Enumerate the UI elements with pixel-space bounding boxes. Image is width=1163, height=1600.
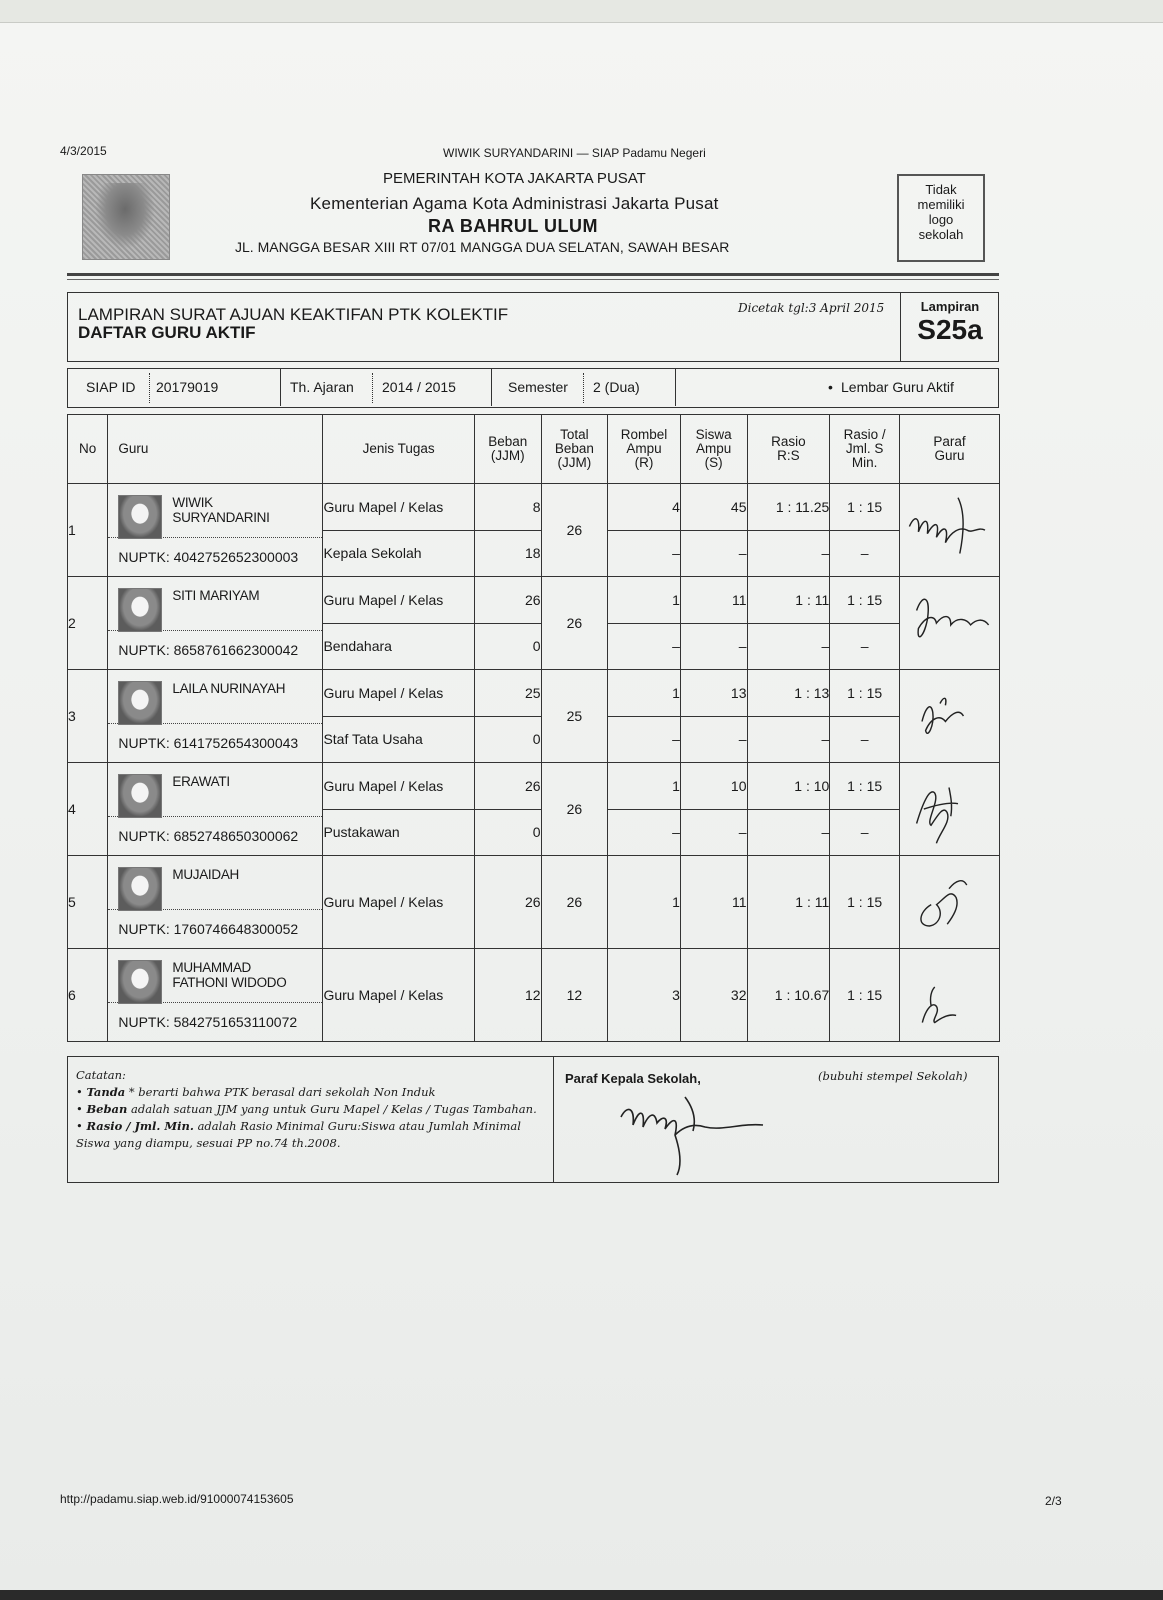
task-beban: 26	[474, 577, 541, 624]
teacher-photo	[118, 867, 162, 911]
rasio-rs: –	[747, 716, 830, 763]
siswa-ampu: –	[680, 530, 747, 577]
col-siswa: Siswa Ampu (S)	[680, 415, 747, 484]
signature-cell	[899, 670, 999, 763]
task-beban: 0	[474, 809, 541, 856]
rombel-ampu: –	[608, 716, 681, 763]
row-number: 4	[68, 763, 108, 856]
no-logo-box	[897, 174, 985, 262]
teacher-name: SITI MARIYAM	[172, 587, 260, 603]
siswa-ampu: 45	[680, 484, 747, 531]
header-rule-thin	[67, 279, 999, 280]
no-logo-text: Tidak	[925, 182, 957, 197]
teacher-cell	[108, 856, 323, 949]
table-row	[68, 577, 1000, 624]
semester-value: 2 (Dua)	[593, 379, 640, 395]
teacher-table	[67, 414, 1000, 1042]
signature-cell	[899, 763, 999, 856]
total-beban: 26	[541, 763, 608, 856]
task-beban: 26	[474, 763, 541, 810]
school-address: JL. MANGGA BESAR XIII RT 07/01 MANGGA DUA SELATAN, SAWAH BESAR	[235, 239, 730, 255]
row-number: 1	[68, 484, 108, 577]
siap-id-label: SIAP ID	[86, 379, 136, 395]
task-beban: 0	[474, 623, 541, 670]
footer-divider	[553, 1057, 554, 1182]
teacher-nuptk: NUPTK: 6852748650300062	[108, 816, 322, 855]
teacher-name: MUJAIDAH	[172, 866, 239, 882]
rasio-min: 1 : 15	[830, 856, 900, 949]
rasio-rs: –	[747, 623, 830, 670]
rasio-min: 1 : 15	[830, 484, 900, 531]
note-item: • Beban adalah satuan JJM yang untuk Guru Mapel / Kelas / Tugas Tambahan.	[76, 1102, 537, 1116]
stamp-note: (bubuhi stempel Sekolah)	[818, 1069, 968, 1083]
rasio-min: 1 : 15	[830, 670, 900, 717]
total-beban: 26	[541, 484, 608, 577]
rasio-rs: 1 : 11	[747, 856, 830, 949]
attachment-code: S25a	[917, 314, 983, 345]
school-name: RA BAHRUL ULUM	[428, 216, 598, 236]
task-beban: 12	[474, 949, 541, 1042]
task-beban: 0	[474, 716, 541, 763]
task-name: Pustakawan	[323, 809, 474, 856]
siswa-ampu: 32	[680, 949, 747, 1042]
task-name: Guru Mapel / Kelas	[323, 856, 474, 949]
teacher-cell	[108, 670, 323, 763]
task-name: Guru Mapel / Kelas	[323, 949, 474, 1042]
siswa-ampu: 13	[680, 670, 747, 717]
col-rombel: Rombel Ampu (R)	[608, 415, 681, 484]
bullet-icon: •	[828, 379, 833, 395]
table-row	[68, 949, 1000, 1042]
teacher-cell	[108, 577, 323, 670]
col-rasio: Rasio R:S	[747, 415, 830, 484]
rasio-rs: –	[747, 809, 830, 856]
signature-cell	[899, 577, 999, 670]
government-name: PEMERINTAH KOTA JAKARTA PUSAT	[383, 170, 646, 187]
year-value: 2014 / 2015	[382, 379, 456, 395]
notes	[76, 1067, 546, 1152]
no-logo-text: memiliki	[917, 197, 965, 212]
task-beban: 26	[474, 856, 541, 949]
paper-bottom-edge	[0, 1590, 1163, 1600]
rombel-ampu: 4	[608, 484, 681, 531]
table-header-row	[68, 415, 1000, 484]
col-paraf: Paraf Guru	[899, 415, 999, 484]
document-title: LAMPIRAN SURAT AJUAN KEAKTIFAN PTK KOLEKTIF	[78, 305, 509, 324]
row-number: 5	[68, 856, 108, 949]
col-jenis-tugas: Jenis Tugas	[323, 415, 474, 484]
task-beban: 25	[474, 670, 541, 717]
teacher-signature-icon	[904, 769, 994, 851]
teacher-photo	[118, 495, 162, 539]
total-beban: 26	[541, 856, 608, 949]
rasio-rs: 1 : 10.67	[747, 949, 830, 1042]
rasio-min: 1 : 15	[830, 949, 900, 1042]
siswa-ampu: 11	[680, 856, 747, 949]
rasio-min: –	[830, 716, 900, 763]
rasio-min: –	[830, 530, 900, 577]
rasio-rs: –	[747, 530, 830, 577]
teacher-nuptk: NUPTK: 4042752652300003	[108, 537, 322, 576]
teacher-name-block	[172, 774, 229, 789]
teacher-cell	[108, 763, 323, 856]
task-name: Guru Mapel / Kelas	[323, 670, 474, 717]
siswa-ampu: –	[680, 623, 747, 670]
printed-date: Dicetak tgl:3 April 2015	[738, 301, 885, 315]
teacher-signature-icon	[904, 490, 994, 572]
teacher-signature-icon	[904, 583, 994, 665]
teacher-nuptk: NUPTK: 6141752654300043	[108, 723, 322, 762]
teacher-signature-icon	[904, 862, 994, 942]
page-heading: WIWIK SURYANDARINI — SIAP Padamu Negeri	[443, 146, 706, 160]
source-url: http://padamu.siap.web.id/91000074153605	[60, 1492, 294, 1506]
teacher-photo	[118, 960, 162, 1004]
rombel-ampu: –	[608, 623, 681, 670]
footer-box	[67, 1056, 999, 1183]
paper-top-edge	[0, 0, 1163, 23]
rasio-min: 1 : 15	[830, 577, 900, 624]
rasio-rs: 1 : 11.25	[747, 484, 830, 531]
teacher-name: LAILA NURINAYAH	[172, 680, 286, 696]
teacher-name: SURYANDARINI	[172, 509, 270, 525]
teacher-name-block	[172, 867, 239, 882]
teacher-signature-icon	[904, 676, 994, 758]
siswa-ampu: –	[680, 716, 747, 763]
table-row	[68, 763, 1000, 810]
teacher-photo	[118, 774, 162, 818]
teacher-name: FATHONI WIDODO	[172, 974, 287, 990]
signature-cell	[899, 856, 999, 949]
siap-id-value: 20179019	[156, 379, 219, 395]
task-name: Bendahara	[323, 623, 474, 670]
attachment-label: Lampiran	[920, 299, 980, 314]
teacher-signature-icon	[904, 955, 994, 1035]
rasio-rs: 1 : 13	[747, 670, 830, 717]
teacher-name-block	[172, 495, 269, 525]
rombel-ampu: 1	[608, 763, 681, 810]
rasio-min: –	[830, 623, 900, 670]
page-number: 2/3	[1045, 1494, 1062, 1508]
task-beban: 18	[474, 530, 541, 577]
teacher-nuptk: NUPTK: 1760746648300052	[108, 909, 322, 948]
principal-signature-icon	[613, 1087, 773, 1179]
teacher-photo	[118, 681, 162, 725]
principal-signature-label: Paraf Kepala Sekolah,	[565, 1071, 701, 1086]
total-beban: 12	[541, 949, 608, 1042]
task-name: Staf Tata Usaha	[323, 716, 474, 763]
notes-title: Catatan:	[76, 1068, 126, 1082]
rombel-ampu: 1	[608, 577, 681, 624]
teacher-nuptk: NUPTK: 5842751653110072	[108, 1002, 322, 1041]
title-box	[67, 292, 999, 362]
task-name: Guru Mapel / Kelas	[323, 577, 474, 624]
rasio-rs: 1 : 11	[747, 577, 830, 624]
teacher-name: WIWIK	[172, 494, 213, 510]
year-label: Th. Ajaran	[290, 379, 354, 395]
table-row	[68, 484, 1000, 531]
note-item: • Rasio / Jml. Min. adalah Rasio Minimal Guru:Siswa atau Jumlah Minimal Siswa yang diampu, sesuai PP no.74 th.2008.	[76, 1119, 521, 1150]
rasio-min: –	[830, 809, 900, 856]
col-beban: Beban (JJM)	[474, 415, 541, 484]
teacher-name-block	[172, 588, 259, 603]
row-number: 6	[68, 949, 108, 1042]
government-emblem-icon	[82, 174, 170, 260]
task-name: Guru Mapel / Kelas	[323, 484, 474, 531]
total-beban: 25	[541, 670, 608, 763]
rombel-ampu: –	[608, 530, 681, 577]
no-logo-text: logo	[928, 212, 954, 227]
note-item: • Tanda * berarti bahwa PTK berasal dari sekolah Non Induk	[76, 1085, 436, 1099]
ministry-name: Kementerian Agama Kota Administrasi Jakarta Pusat	[310, 194, 719, 213]
teacher-cell	[108, 484, 323, 577]
row-number: 3	[68, 670, 108, 763]
semester-label: Semester	[508, 379, 568, 395]
siswa-ampu: 10	[680, 763, 747, 810]
teacher-cell	[108, 949, 323, 1042]
no-logo-text: sekolah	[918, 227, 964, 242]
teacher-name: MUHAMMAD	[172, 959, 251, 975]
table-row	[68, 856, 1000, 949]
total-beban: 26	[541, 577, 608, 670]
task-name: Guru Mapel / Kelas	[323, 763, 474, 810]
attachment-code-box	[900, 293, 999, 361]
info-bar	[67, 368, 999, 408]
rasio-rs: 1 : 10	[747, 763, 830, 810]
col-guru: Guru	[108, 415, 323, 484]
signature-cell	[899, 484, 999, 577]
task-beban: 8	[474, 484, 541, 531]
teacher-name-block	[172, 960, 286, 990]
rombel-ampu: 1	[608, 856, 681, 949]
document-subtitle: DAFTAR GURU AKTIF	[78, 323, 256, 342]
col-total-beban: Total Beban (JJM)	[541, 415, 608, 484]
task-name: Kepala Sekolah	[323, 530, 474, 577]
rombel-ampu: 1	[608, 670, 681, 717]
signature-cell	[899, 949, 999, 1042]
row-number: 2	[68, 577, 108, 670]
teacher-nuptk: NUPTK: 8658761662300042	[108, 630, 322, 669]
teacher-photo	[118, 588, 162, 632]
siswa-ampu: 11	[680, 577, 747, 624]
teacher-name-block	[172, 681, 285, 696]
table-row	[68, 670, 1000, 717]
col-no: No	[68, 415, 108, 484]
rombel-ampu: 3	[608, 949, 681, 1042]
siswa-ampu: –	[680, 809, 747, 856]
sheet-label: Lembar Guru Aktif	[841, 379, 954, 395]
teacher-name: ERAWATI	[172, 773, 230, 789]
rombel-ampu: –	[608, 809, 681, 856]
col-rasio-min: Rasio / Jml. S Min.	[830, 415, 900, 484]
header-rule	[67, 273, 999, 276]
print-date: 4/3/2015	[60, 144, 107, 158]
rasio-min: 1 : 15	[830, 763, 900, 810]
